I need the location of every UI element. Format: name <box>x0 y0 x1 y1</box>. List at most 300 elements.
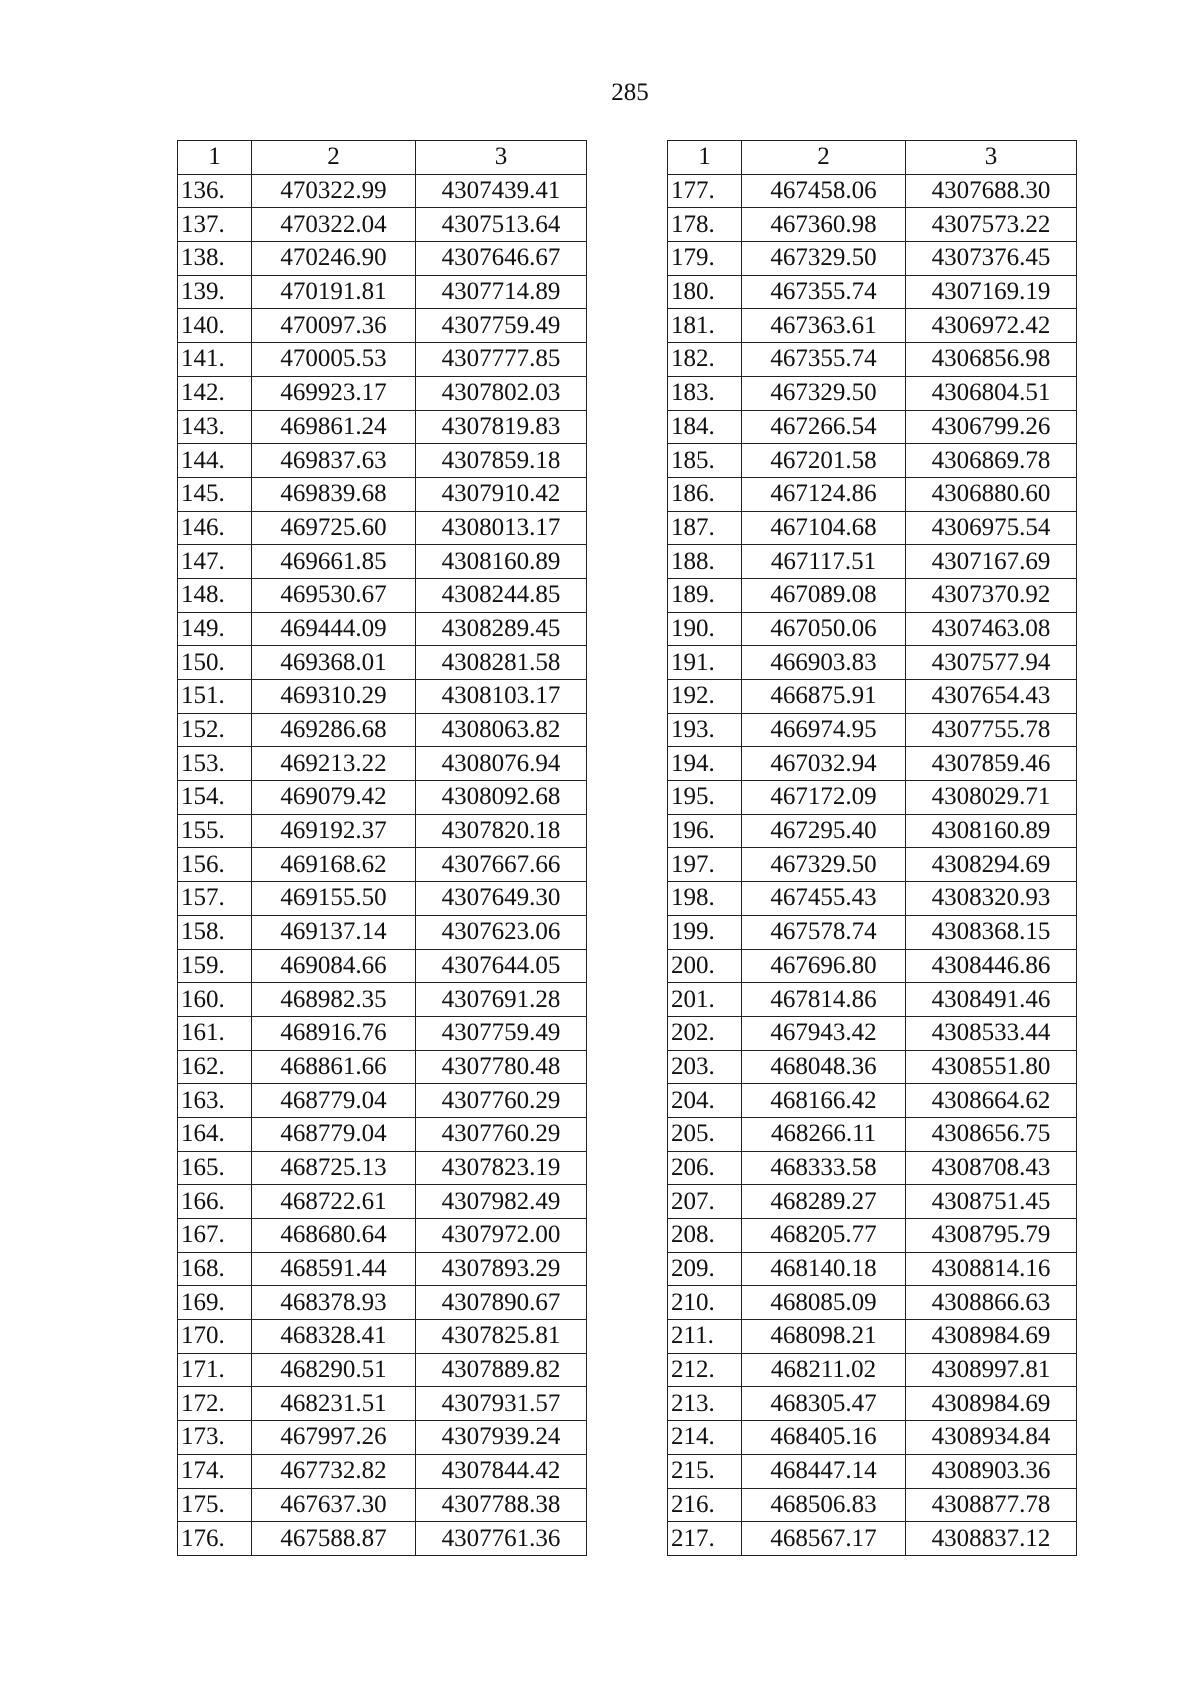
table-header-row <box>668 141 1077 175</box>
table-row <box>178 242 587 276</box>
y-coordinate-cell: 4308289.45 <box>416 612 587 646</box>
point-number-cell: 215. <box>668 1454 742 1488</box>
y-coordinate-cell: 4307714.89 <box>416 275 587 309</box>
y-coordinate-cell: 4308984.69 <box>906 1320 1077 1354</box>
y-coordinate-cell: 4308903.36 <box>906 1454 1077 1488</box>
y-coordinate-cell: 4306856.98 <box>906 343 1077 377</box>
page-number: 285 <box>611 79 649 106</box>
y-coordinate-cell: 4307370.92 <box>906 578 1077 612</box>
y-coordinate-cell: 4308656.75 <box>906 1117 1077 1151</box>
x-coordinate-cell: 467089.08 <box>742 578 906 612</box>
table-row <box>668 309 1077 343</box>
table-row <box>668 612 1077 646</box>
point-number-cell: 156. <box>178 848 252 882</box>
x-coordinate-cell: 469084.66 <box>252 949 416 983</box>
point-number-cell: 152. <box>178 713 252 747</box>
y-coordinate-cell: 4308866.63 <box>906 1286 1077 1320</box>
x-coordinate-cell: 469861.24 <box>252 410 416 444</box>
point-number-cell: 141. <box>178 343 252 377</box>
x-coordinate-cell: 468211.02 <box>742 1353 906 1387</box>
point-number-cell: 216. <box>668 1488 742 1522</box>
table-row <box>178 1421 587 1455</box>
table-row <box>668 1252 1077 1286</box>
point-number-cell: 209. <box>668 1252 742 1286</box>
y-coordinate-cell: 4307169.19 <box>906 275 1077 309</box>
point-number-cell: 193. <box>668 713 742 747</box>
x-coordinate-cell: 468378.93 <box>252 1286 416 1320</box>
x-coordinate-cell: 468506.83 <box>742 1488 906 1522</box>
table-row <box>178 747 587 781</box>
y-coordinate-cell: 4306972.42 <box>906 309 1077 343</box>
y-coordinate-cell: 4308160.89 <box>416 545 587 579</box>
x-coordinate-cell: 469725.60 <box>252 511 416 545</box>
y-coordinate-cell: 4306799.26 <box>906 410 1077 444</box>
point-number-cell: 154. <box>178 781 252 815</box>
y-coordinate-cell: 4307439.41 <box>416 174 587 208</box>
point-number-cell: 207. <box>668 1185 742 1219</box>
table-row <box>178 915 587 949</box>
x-coordinate-cell: 466903.83 <box>742 646 906 680</box>
y-coordinate-cell: 4307463.08 <box>906 612 1077 646</box>
y-coordinate-cell: 4306804.51 <box>906 376 1077 410</box>
x-coordinate-cell: 468098.21 <box>742 1320 906 1354</box>
x-coordinate-cell: 468779.04 <box>252 1117 416 1151</box>
x-coordinate-cell: 469444.09 <box>252 612 416 646</box>
x-coordinate-cell: 467117.51 <box>742 545 906 579</box>
point-number-cell: 147. <box>178 545 252 579</box>
x-coordinate-cell: 468916.76 <box>252 1016 416 1050</box>
point-number-cell: 176. <box>178 1522 252 1556</box>
y-coordinate-cell: 4308103.17 <box>416 680 587 714</box>
table-row <box>178 882 587 916</box>
x-coordinate-cell: 468722.61 <box>252 1185 416 1219</box>
column-header: 2 <box>742 141 906 175</box>
table-row <box>668 174 1077 208</box>
point-number-cell: 185. <box>668 444 742 478</box>
x-coordinate-cell: 468591.44 <box>252 1252 416 1286</box>
y-coordinate-cell: 4308446.86 <box>906 949 1077 983</box>
table-row <box>178 309 587 343</box>
y-coordinate-cell: 4307759.49 <box>416 1016 587 1050</box>
y-coordinate-cell: 4308934.84 <box>906 1421 1077 1455</box>
point-number-cell: 192. <box>668 680 742 714</box>
x-coordinate-cell: 468447.14 <box>742 1454 906 1488</box>
x-coordinate-cell: 468085.09 <box>742 1286 906 1320</box>
y-coordinate-cell: 4308795.79 <box>906 1219 1077 1253</box>
table-row <box>178 612 587 646</box>
x-coordinate-cell: 470005.53 <box>252 343 416 377</box>
table-row <box>668 713 1077 747</box>
table-row <box>668 410 1077 444</box>
x-coordinate-cell: 468405.16 <box>742 1421 906 1455</box>
point-number-cell: 177. <box>668 174 742 208</box>
x-coordinate-cell: 468166.42 <box>742 1084 906 1118</box>
coordinates-table-right <box>667 140 1077 1556</box>
table-row <box>668 343 1077 377</box>
point-number-cell: 151. <box>178 680 252 714</box>
point-number-cell: 149. <box>178 612 252 646</box>
coordinates-table-left <box>177 140 587 1556</box>
point-number-cell: 174. <box>178 1454 252 1488</box>
x-coordinate-cell: 470322.04 <box>252 208 416 242</box>
column-header: 1 <box>668 141 742 175</box>
point-number-cell: 213. <box>668 1387 742 1421</box>
point-number-cell: 206. <box>668 1151 742 1185</box>
point-number-cell: 214. <box>668 1421 742 1455</box>
x-coordinate-cell: 468725.13 <box>252 1151 416 1185</box>
point-number-cell: 217. <box>668 1522 742 1556</box>
y-coordinate-cell: 4307376.45 <box>906 242 1077 276</box>
y-coordinate-cell: 4308368.15 <box>906 915 1077 949</box>
table-row <box>668 983 1077 1017</box>
table-row <box>178 1151 587 1185</box>
y-coordinate-cell: 4306975.54 <box>906 511 1077 545</box>
x-coordinate-cell: 467266.54 <box>742 410 906 444</box>
point-number-cell: 196. <box>668 814 742 848</box>
table-row <box>668 680 1077 714</box>
point-number-cell: 204. <box>668 1084 742 1118</box>
table-row <box>178 444 587 478</box>
y-coordinate-cell: 4307910.42 <box>416 477 587 511</box>
x-coordinate-cell: 468140.18 <box>742 1252 906 1286</box>
table-row <box>178 1084 587 1118</box>
table-row <box>178 1219 587 1253</box>
column-header: 2 <box>252 141 416 175</box>
table-row <box>178 848 587 882</box>
x-coordinate-cell: 467458.06 <box>742 174 906 208</box>
point-number-cell: 187. <box>668 511 742 545</box>
x-coordinate-cell: 466875.91 <box>742 680 906 714</box>
point-number-cell: 165. <box>178 1151 252 1185</box>
x-coordinate-cell: 467363.61 <box>742 309 906 343</box>
point-number-cell: 171. <box>178 1353 252 1387</box>
table-row <box>178 814 587 848</box>
point-number-cell: 168. <box>178 1252 252 1286</box>
table-row <box>178 1016 587 1050</box>
y-coordinate-cell: 4307667.66 <box>416 848 587 882</box>
table-row <box>178 680 587 714</box>
x-coordinate-cell: 469286.68 <box>252 713 416 747</box>
x-coordinate-cell: 467637.30 <box>252 1488 416 1522</box>
x-coordinate-cell: 467732.82 <box>252 1454 416 1488</box>
point-number-cell: 202. <box>668 1016 742 1050</box>
y-coordinate-cell: 4307644.05 <box>416 949 587 983</box>
point-number-cell: 195. <box>668 781 742 815</box>
y-coordinate-cell: 4308551.80 <box>906 1050 1077 1084</box>
y-coordinate-cell: 4307623.06 <box>416 915 587 949</box>
x-coordinate-cell: 469530.67 <box>252 578 416 612</box>
y-coordinate-cell: 4308029.71 <box>906 781 1077 815</box>
x-coordinate-cell: 467355.74 <box>742 343 906 377</box>
x-coordinate-cell: 470322.99 <box>252 174 416 208</box>
y-coordinate-cell: 4308837.12 <box>906 1522 1077 1556</box>
y-coordinate-cell: 4307167.69 <box>906 545 1077 579</box>
x-coordinate-cell: 468231.51 <box>252 1387 416 1421</box>
table-row <box>178 1286 587 1320</box>
point-number-cell: 188. <box>668 545 742 579</box>
table-row <box>178 983 587 1017</box>
table-row <box>668 1387 1077 1421</box>
table-row <box>178 949 587 983</box>
table-row <box>178 646 587 680</box>
x-coordinate-cell: 467360.98 <box>742 208 906 242</box>
table-row <box>178 713 587 747</box>
table-row <box>668 882 1077 916</box>
point-number-cell: 169. <box>178 1286 252 1320</box>
y-coordinate-cell: 4306880.60 <box>906 477 1077 511</box>
x-coordinate-cell: 467201.58 <box>742 444 906 478</box>
point-number-cell: 136. <box>178 174 252 208</box>
table-row <box>668 747 1077 781</box>
point-number-cell: 166. <box>178 1185 252 1219</box>
point-number-cell: 138. <box>178 242 252 276</box>
y-coordinate-cell: 4307761.36 <box>416 1522 587 1556</box>
x-coordinate-cell: 467588.87 <box>252 1522 416 1556</box>
point-number-cell: 181. <box>668 309 742 343</box>
point-number-cell: 150. <box>178 646 252 680</box>
x-coordinate-cell: 467814.86 <box>742 983 906 1017</box>
y-coordinate-cell: 4307688.30 <box>906 174 1077 208</box>
x-coordinate-cell: 467943.42 <box>742 1016 906 1050</box>
point-number-cell: 189. <box>668 578 742 612</box>
table-row <box>668 511 1077 545</box>
y-coordinate-cell: 4307646.67 <box>416 242 587 276</box>
point-number-cell: 153. <box>178 747 252 781</box>
table-row <box>178 578 587 612</box>
point-number-cell: 159. <box>178 949 252 983</box>
point-number-cell: 180. <box>668 275 742 309</box>
table-header-row <box>178 141 587 175</box>
table-row <box>668 1117 1077 1151</box>
table-row <box>668 949 1077 983</box>
y-coordinate-cell: 4308063.82 <box>416 713 587 747</box>
table-row <box>178 410 587 444</box>
point-number-cell: 148. <box>178 578 252 612</box>
y-coordinate-cell: 4307780.48 <box>416 1050 587 1084</box>
y-coordinate-cell: 4307691.28 <box>416 983 587 1017</box>
y-coordinate-cell: 4307982.49 <box>416 1185 587 1219</box>
table-row <box>668 1151 1077 1185</box>
point-number-cell: 190. <box>668 612 742 646</box>
y-coordinate-cell: 4308751.45 <box>906 1185 1077 1219</box>
y-coordinate-cell: 4307823.19 <box>416 1151 587 1185</box>
y-coordinate-cell: 4307859.18 <box>416 444 587 478</box>
table-row <box>668 1320 1077 1354</box>
column-header: 3 <box>416 141 587 175</box>
point-number-cell: 175. <box>178 1488 252 1522</box>
x-coordinate-cell: 468861.66 <box>252 1050 416 1084</box>
point-number-cell: 157. <box>178 882 252 916</box>
table-row <box>668 848 1077 882</box>
y-coordinate-cell: 4308244.85 <box>416 578 587 612</box>
point-number-cell: 210. <box>668 1286 742 1320</box>
table-row <box>668 1016 1077 1050</box>
y-coordinate-cell: 4308664.62 <box>906 1084 1077 1118</box>
y-coordinate-cell: 4307889.82 <box>416 1353 587 1387</box>
y-coordinate-cell: 4308708.43 <box>906 1151 1077 1185</box>
y-coordinate-cell: 4308160.89 <box>906 814 1077 848</box>
y-coordinate-cell: 4308997.81 <box>906 1353 1077 1387</box>
table-row <box>178 1252 587 1286</box>
x-coordinate-cell: 468290.51 <box>252 1353 416 1387</box>
table-row <box>668 545 1077 579</box>
y-coordinate-cell: 4308076.94 <box>416 747 587 781</box>
table-row <box>668 444 1077 478</box>
table-row <box>178 1320 587 1354</box>
table-row <box>178 545 587 579</box>
table-row <box>178 208 587 242</box>
y-coordinate-cell: 4307931.57 <box>416 1387 587 1421</box>
y-coordinate-cell: 4307820.18 <box>416 814 587 848</box>
point-number-cell: 211. <box>668 1320 742 1354</box>
column-header: 3 <box>906 141 1077 175</box>
x-coordinate-cell: 467124.86 <box>742 477 906 511</box>
y-coordinate-cell: 4307777.85 <box>416 343 587 377</box>
point-number-cell: 183. <box>668 376 742 410</box>
x-coordinate-cell: 468333.58 <box>742 1151 906 1185</box>
table-row <box>668 477 1077 511</box>
table-row <box>668 646 1077 680</box>
table-row <box>178 1454 587 1488</box>
point-number-cell: 182. <box>668 343 742 377</box>
y-coordinate-cell: 4308092.68 <box>416 781 587 815</box>
y-coordinate-cell: 4308984.69 <box>906 1387 1077 1421</box>
point-number-cell: 146. <box>178 511 252 545</box>
x-coordinate-cell: 467455.43 <box>742 882 906 916</box>
x-coordinate-cell: 468289.27 <box>742 1185 906 1219</box>
table-row <box>178 781 587 815</box>
point-number-cell: 163. <box>178 1084 252 1118</box>
y-coordinate-cell: 4307893.29 <box>416 1252 587 1286</box>
table-row <box>178 477 587 511</box>
point-number-cell: 173. <box>178 1421 252 1455</box>
table-row <box>178 275 587 309</box>
point-number-cell: 170. <box>178 1320 252 1354</box>
table-row <box>178 343 587 377</box>
table-row <box>668 915 1077 949</box>
point-number-cell: 203. <box>668 1050 742 1084</box>
table-row <box>178 1117 587 1151</box>
x-coordinate-cell: 467172.09 <box>742 781 906 815</box>
point-number-cell: 144. <box>178 444 252 478</box>
y-coordinate-cell: 4308281.58 <box>416 646 587 680</box>
table-row <box>668 208 1077 242</box>
y-coordinate-cell: 4308877.78 <box>906 1488 1077 1522</box>
point-number-cell: 139. <box>178 275 252 309</box>
y-coordinate-cell: 4307573.22 <box>906 208 1077 242</box>
table-row <box>668 1185 1077 1219</box>
table-row <box>668 1286 1077 1320</box>
point-number-cell: 197. <box>668 848 742 882</box>
x-coordinate-cell: 468305.47 <box>742 1387 906 1421</box>
x-coordinate-cell: 468205.77 <box>742 1219 906 1253</box>
point-number-cell: 200. <box>668 949 742 983</box>
table-row <box>668 1050 1077 1084</box>
point-number-cell: 186. <box>668 477 742 511</box>
point-number-cell: 158. <box>178 915 252 949</box>
point-number-cell: 198. <box>668 882 742 916</box>
y-coordinate-cell: 4307819.83 <box>416 410 587 444</box>
table-row <box>668 275 1077 309</box>
table-row <box>178 1387 587 1421</box>
table-row <box>668 1488 1077 1522</box>
y-coordinate-cell: 4306869.78 <box>906 444 1077 478</box>
x-coordinate-cell: 467329.50 <box>742 242 906 276</box>
y-coordinate-cell: 4307844.42 <box>416 1454 587 1488</box>
y-coordinate-cell: 4308491.46 <box>906 983 1077 1017</box>
column-header: 1 <box>178 141 252 175</box>
table-row <box>178 1522 587 1556</box>
table-row <box>668 1084 1077 1118</box>
y-coordinate-cell: 4307513.64 <box>416 208 587 242</box>
x-coordinate-cell: 467997.26 <box>252 1421 416 1455</box>
table-row <box>178 1353 587 1387</box>
x-coordinate-cell: 468982.35 <box>252 983 416 1017</box>
table-row <box>178 376 587 410</box>
point-number-cell: 208. <box>668 1219 742 1253</box>
x-coordinate-cell: 469155.50 <box>252 882 416 916</box>
x-coordinate-cell: 468266.11 <box>742 1117 906 1151</box>
x-coordinate-cell: 469192.37 <box>252 814 416 848</box>
y-coordinate-cell: 4307649.30 <box>416 882 587 916</box>
point-number-cell: 205. <box>668 1117 742 1151</box>
x-coordinate-cell: 467032.94 <box>742 747 906 781</box>
point-number-cell: 137. <box>178 208 252 242</box>
point-number-cell: 155. <box>178 814 252 848</box>
table-row <box>178 511 587 545</box>
y-coordinate-cell: 4307760.29 <box>416 1117 587 1151</box>
table-row <box>668 1219 1077 1253</box>
x-coordinate-cell: 466974.95 <box>742 713 906 747</box>
point-number-cell: 194. <box>668 747 742 781</box>
x-coordinate-cell: 467329.50 <box>742 376 906 410</box>
y-coordinate-cell: 4308320.93 <box>906 882 1077 916</box>
y-coordinate-cell: 4307788.38 <box>416 1488 587 1522</box>
table-row <box>178 1488 587 1522</box>
x-coordinate-cell: 468048.36 <box>742 1050 906 1084</box>
y-coordinate-cell: 4307859.46 <box>906 747 1077 781</box>
table-row <box>178 1050 587 1084</box>
table-row <box>668 814 1077 848</box>
y-coordinate-cell: 4307802.03 <box>416 376 587 410</box>
y-coordinate-cell: 4308294.69 <box>906 848 1077 882</box>
y-coordinate-cell: 4307577.94 <box>906 646 1077 680</box>
point-number-cell: 160. <box>178 983 252 1017</box>
y-coordinate-cell: 4307972.00 <box>416 1219 587 1253</box>
point-number-cell: 145. <box>178 477 252 511</box>
point-number-cell: 179. <box>668 242 742 276</box>
x-coordinate-cell: 469368.01 <box>252 646 416 680</box>
point-number-cell: 142. <box>178 376 252 410</box>
table-row <box>178 174 587 208</box>
point-number-cell: 172. <box>178 1387 252 1421</box>
y-coordinate-cell: 4308814.16 <box>906 1252 1077 1286</box>
x-coordinate-cell: 468567.17 <box>742 1522 906 1556</box>
x-coordinate-cell: 469923.17 <box>252 376 416 410</box>
x-coordinate-cell: 469137.14 <box>252 915 416 949</box>
point-number-cell: 212. <box>668 1353 742 1387</box>
x-coordinate-cell: 469213.22 <box>252 747 416 781</box>
x-coordinate-cell: 470097.36 <box>252 309 416 343</box>
y-coordinate-cell: 4308533.44 <box>906 1016 1077 1050</box>
table-row <box>668 1522 1077 1556</box>
x-coordinate-cell: 468779.04 <box>252 1084 416 1118</box>
x-coordinate-cell: 468328.41 <box>252 1320 416 1354</box>
x-coordinate-cell: 467578.74 <box>742 915 906 949</box>
y-coordinate-cell: 4307760.29 <box>416 1084 587 1118</box>
y-coordinate-cell: 4307939.24 <box>416 1421 587 1455</box>
point-number-cell: 164. <box>178 1117 252 1151</box>
